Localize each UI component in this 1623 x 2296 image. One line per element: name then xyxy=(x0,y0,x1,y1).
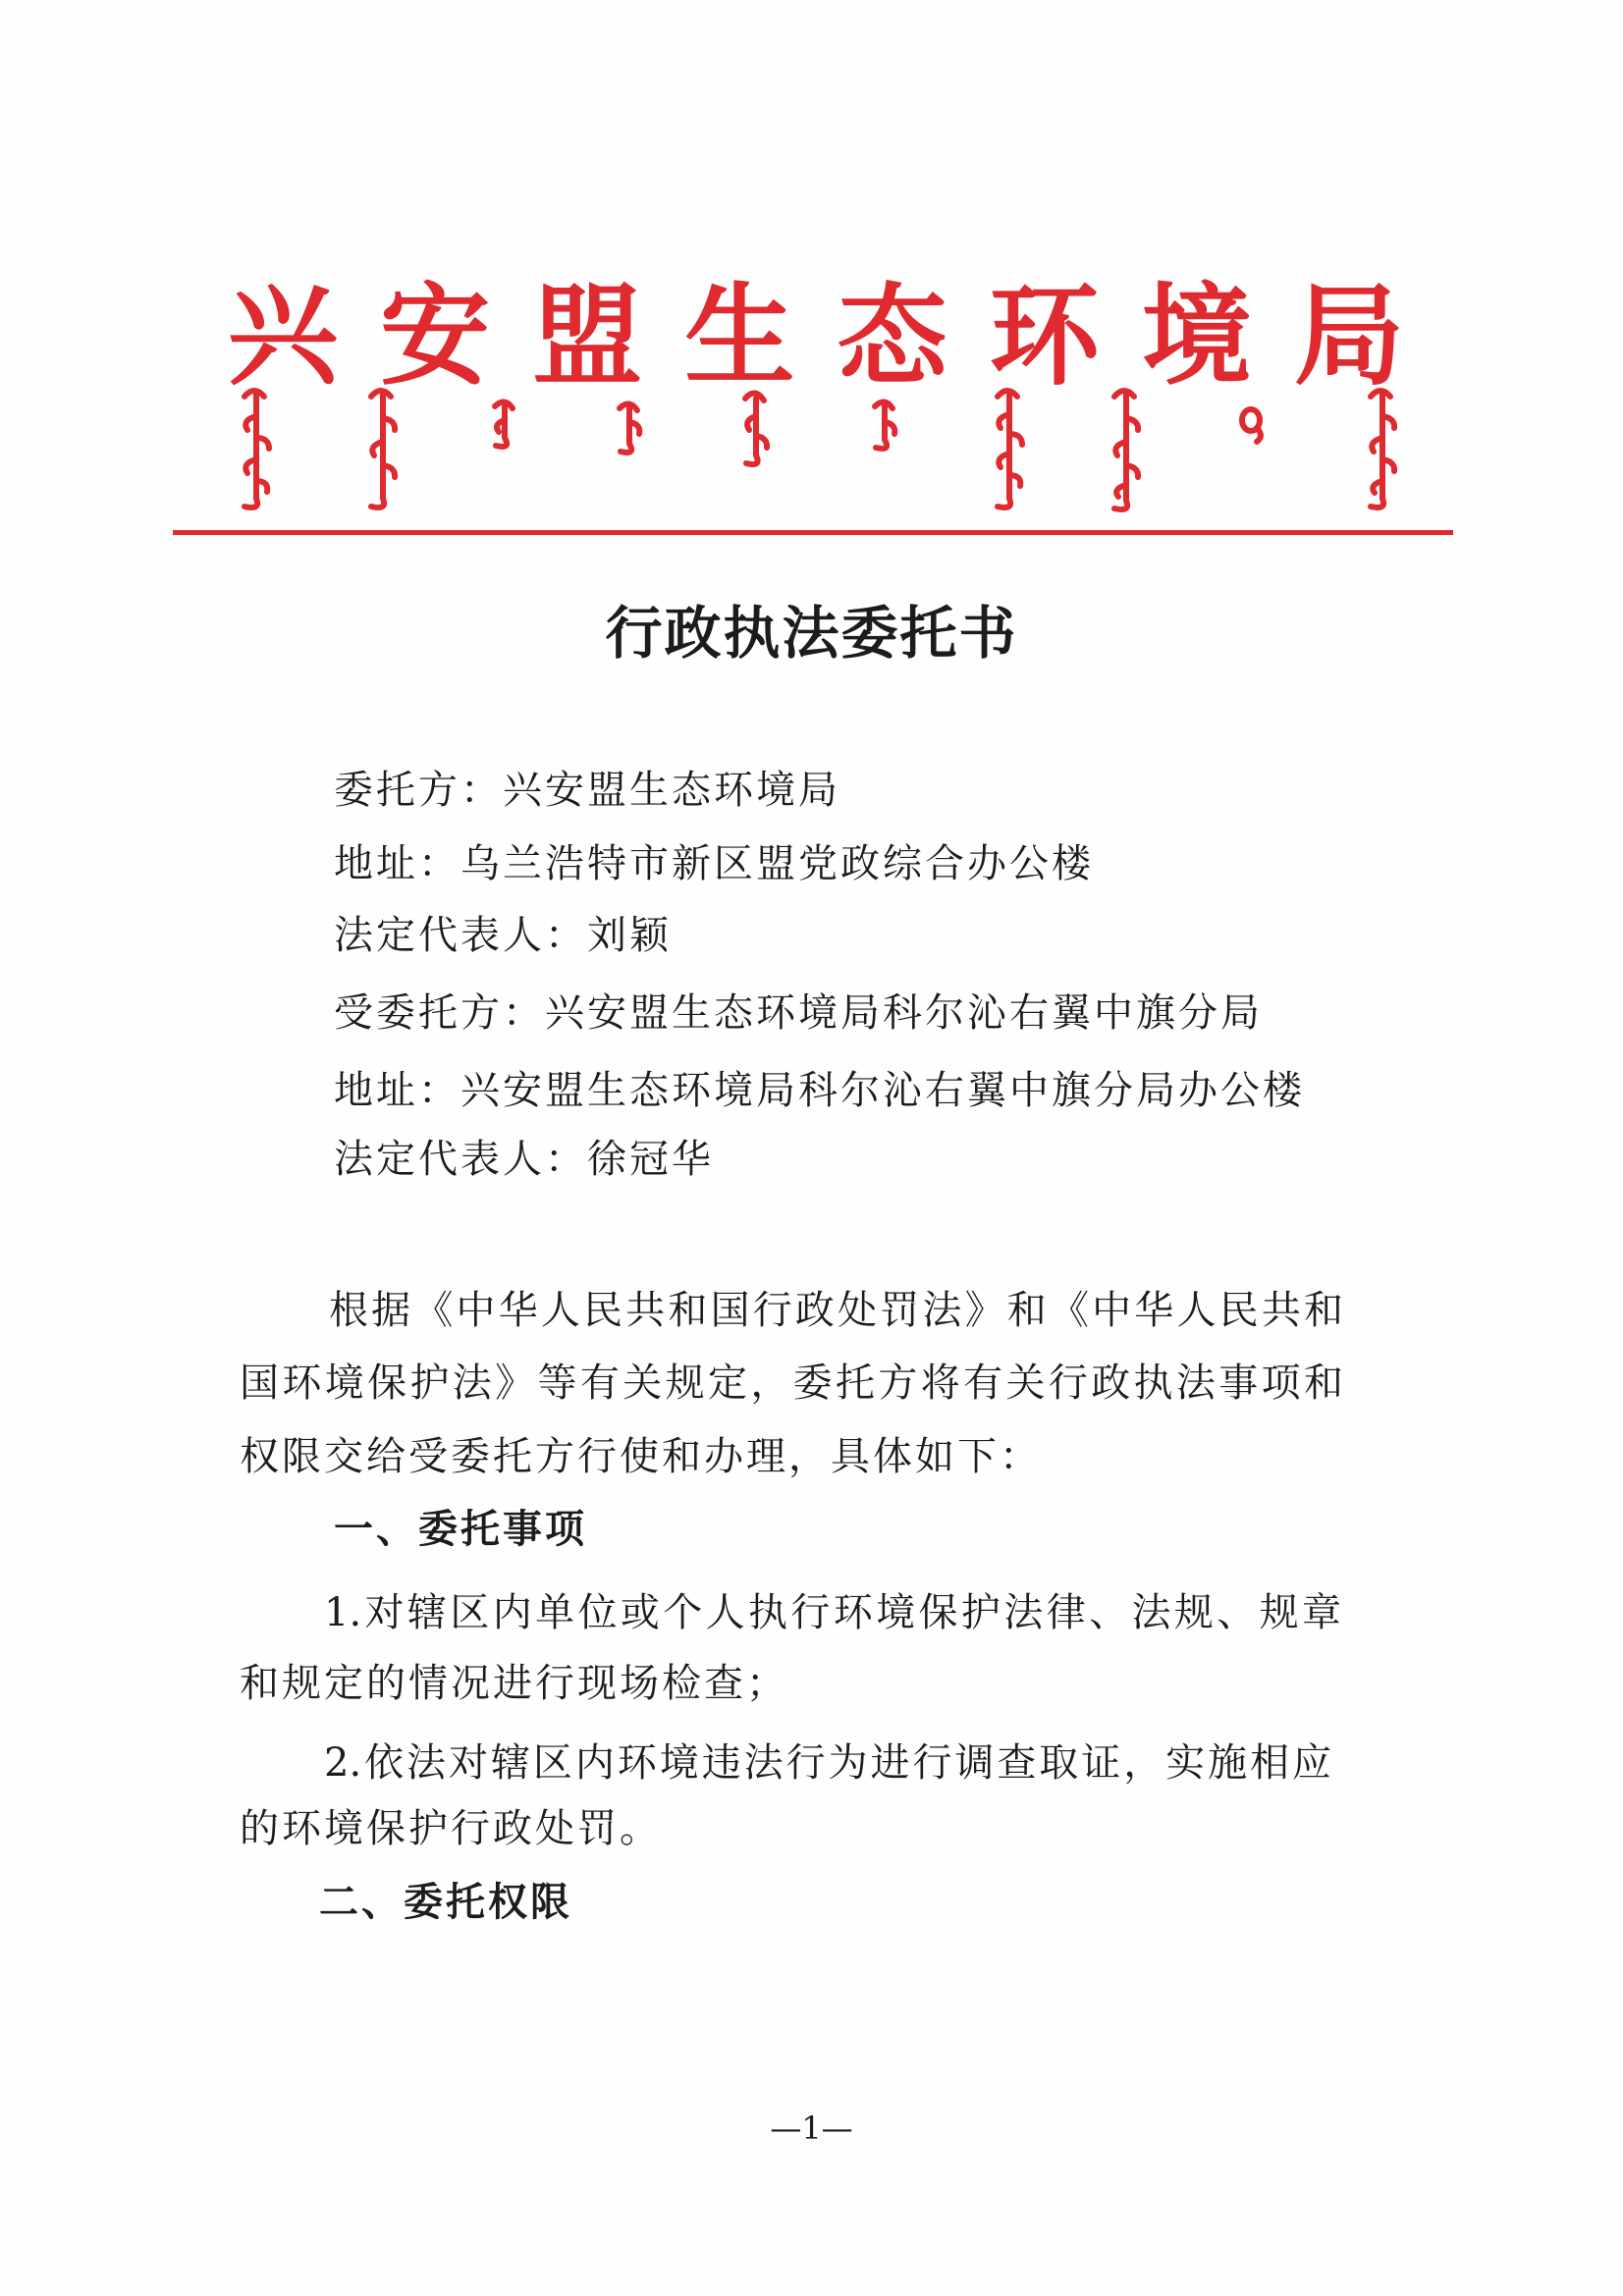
list-item-line: 的环境保护行政处罚。 xyxy=(240,1806,662,1851)
party-line-principal-address: 地址：乌兰浩特市新区盟党政综合办公楼 xyxy=(334,841,1094,886)
mongolian-glyph xyxy=(1242,409,1261,442)
body-line: 根据《中华人民共和国行政处罚法》和《中华人民共和 xyxy=(329,1288,1343,1333)
body-line: 权限交给受委托方行使和办理，具体如下： xyxy=(240,1434,1042,1479)
party-line-agent-address: 地址：兴安盟生态环境局科尔沁右翼中旗分局办公楼 xyxy=(334,1068,1305,1113)
section-heading-matters: 一、委托事项 xyxy=(334,1507,587,1552)
list-item-line: 1.对辖区内单位或个人执行环境保护法律、法规、规章 xyxy=(324,1590,1341,1635)
letterhead-title: 兴安盟生态环境局 xyxy=(228,279,1404,395)
document-title: 行政执法委托书 xyxy=(605,600,1018,667)
list-item-line: 2.依法对辖区内环境违法行为进行调查取证，实施相应 xyxy=(324,1740,1331,1786)
mongolian-glyph xyxy=(495,401,513,447)
mongolian-glyph xyxy=(244,391,269,507)
mongolian-glyph xyxy=(1114,391,1138,509)
party-line-principal-representative: 法定代表人：刘颖 xyxy=(334,913,672,958)
letterhead-rule xyxy=(173,530,1453,535)
mongolian-glyph xyxy=(998,391,1022,507)
mongolian-glyph xyxy=(1371,391,1394,507)
body-line: 国环境保护法》等有关规定，委托方将有关行政执法事项和 xyxy=(240,1361,1343,1406)
mongolian-glyph xyxy=(620,403,639,453)
mongolian-glyph xyxy=(745,393,767,464)
list-item-line: 和规定的情况进行现场检查； xyxy=(240,1661,788,1706)
section-heading-authority: 二、委托权限 xyxy=(319,1880,572,1925)
mongolian-glyph xyxy=(875,401,894,449)
mongolian-script-mark xyxy=(173,373,1453,520)
party-line-principal: 委托方：兴安盟生态环境局 xyxy=(334,768,840,813)
party-line-agent: 受委托方：兴安盟生态环境局科尔沁右翼中旗分局 xyxy=(334,990,1263,1036)
page-number: —1— xyxy=(770,2109,853,2147)
mongolian-glyph xyxy=(371,391,395,507)
party-line-agent-representative: 法定代表人：徐冠华 xyxy=(334,1137,714,1182)
